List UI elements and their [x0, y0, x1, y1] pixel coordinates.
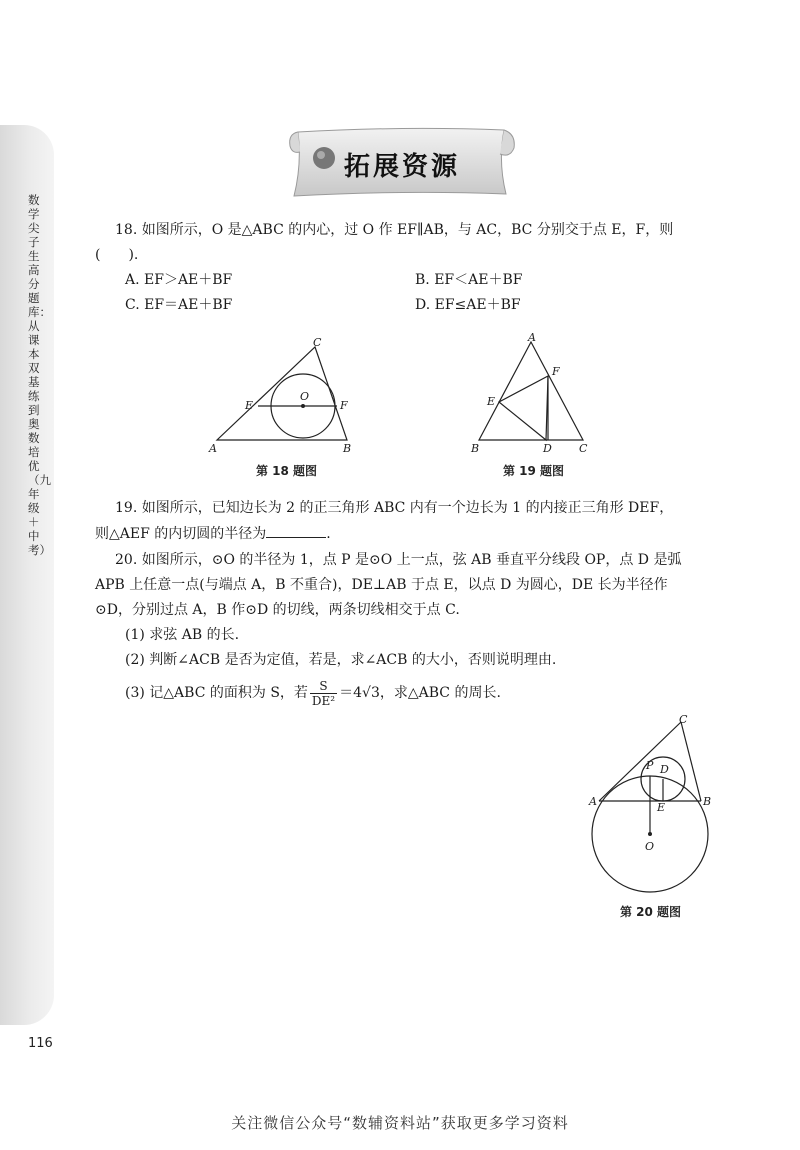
- figure-19: [465, 332, 605, 460]
- fig20-label-e: E: [657, 801, 666, 814]
- fig20-label-b: B: [703, 795, 712, 808]
- q20-part3: [125, 678, 501, 708]
- fig20-label-a: A: [589, 795, 597, 808]
- fig20-label-d: D: [660, 763, 669, 776]
- fig18-label-e: E: [245, 399, 254, 412]
- fig18-label-b: B: [343, 442, 352, 455]
- fig19-caption: 第 19 题图: [503, 464, 565, 478]
- q20-part1: (1) 求弦 AB 的长.: [125, 627, 240, 643]
- fig20-label-o: O: [645, 840, 655, 853]
- q18-stem-line2: ( ).: [95, 247, 139, 263]
- q18-option-b: B. EF＜AE＋BF: [415, 272, 523, 288]
- q18-option-a: A. EF＞AE＋BF: [125, 272, 233, 288]
- side-strip: [0, 125, 54, 1025]
- q20-part3-suffix: ＝4√3，求△ABC 的周长.: [339, 685, 501, 701]
- fig19-label-a: A: [528, 332, 536, 344]
- fraction-s-over-de2: [310, 679, 337, 708]
- fig19-label-b: B: [471, 442, 480, 455]
- fig19-label-c: C: [579, 442, 588, 455]
- fig18-label-o: O: [300, 390, 310, 403]
- q18-option-d: D. EF≤AE＋BF: [415, 297, 521, 313]
- q19-stem-suffix: .: [326, 526, 331, 542]
- q18-stem-line1: 18. 如图所示，O 是△ABC 的内心，过 O 作 EF∥AB，与 AC，BC 分别交于点 E，F，则: [115, 222, 674, 238]
- fig18-label-f: F: [340, 399, 348, 412]
- book-title-vertical: 数学尖子生高分题库：从课本双基练到奥数培优（九年级＋中考）: [28, 193, 51, 557]
- fig20-label-p: P: [646, 759, 654, 772]
- fig19-label-e: E: [487, 395, 496, 408]
- footer-notice: 关注微信公众号“数辅资料站”获取更多学习资料: [231, 1114, 569, 1132]
- figure-18: [205, 335, 365, 460]
- fig19-label-f: F: [552, 365, 560, 378]
- fig20-label-c: C: [679, 713, 688, 726]
- section-banner: [284, 124, 522, 200]
- q20-stem-line1: 20. 如图所示，⊙O 的半径为 1，点 P 是⊙O 上一点，弦 AB 垂直平分线段 OP，点 D 是弧: [115, 552, 682, 568]
- q19-stem-line2: [95, 523, 331, 544]
- figure-20: [585, 712, 715, 902]
- fig18-caption: 第 18 题图: [256, 464, 318, 478]
- q20-stem-line3: ⊙D，分别过点 A，B 作⊙D 的切线，两条切线相交于点 C.: [95, 602, 460, 618]
- answer-blank: [266, 523, 326, 538]
- fig18-label-c: C: [313, 336, 322, 349]
- q18-option-c: C. EF＝AE＋BF: [125, 297, 233, 313]
- fraction-denominator: DE²: [311, 693, 336, 708]
- q20-part2: (2) 判断∠ACB 是否为定值，若是，求∠ACB 的大小，否则说明理由.: [125, 652, 557, 668]
- fig19-label-d: D: [543, 442, 552, 455]
- q20-stem-line2: APB 上任意一点(与端点 A，B 不重合)，DE⊥AB 于点 E，以点 D 为圆心，DE 长为半径作: [95, 577, 668, 593]
- page-number: 116: [28, 1036, 53, 1051]
- q19-stem-prefix: 则△AEF 的内切圆的半径为: [95, 526, 267, 542]
- fig18-label-a: A: [209, 442, 217, 455]
- q20-part3-prefix: (3) 记△ABC 的面积为 S，若: [125, 685, 308, 701]
- section-title: 拓展资源: [344, 152, 461, 182]
- q19-stem-line1: 19. 如图所示，已知边长为 2 的正三角形 ABC 内有一个边长为 1 的内接正三角形 DEF，: [115, 500, 674, 516]
- fig20-caption: 第 20 题图: [620, 905, 682, 919]
- fraction-numerator: S: [310, 679, 337, 694]
